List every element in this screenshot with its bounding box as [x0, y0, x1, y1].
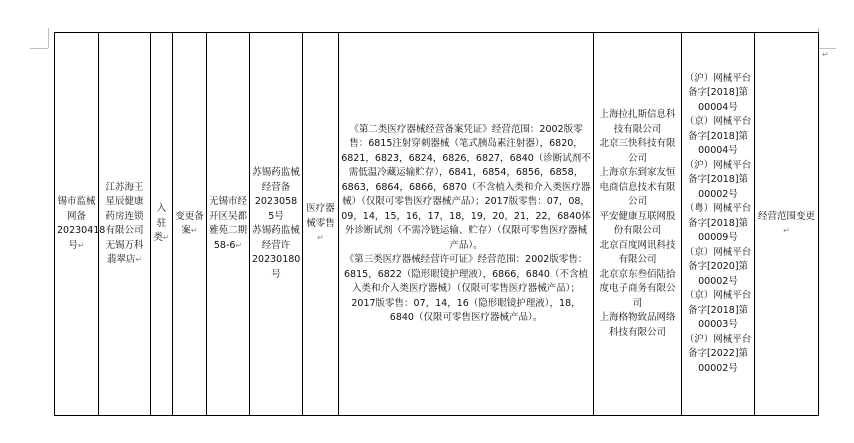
license-cell: [250, 33, 303, 416]
change-note: 经营范围变更: [757, 210, 815, 222]
company-cell: 江苏海王星辰健康药房连锁有限公司无锡万科翡翠店↵: [99, 33, 151, 416]
crop-mark-top-left: [30, 48, 48, 49]
platform-filing-number: （粤）网械平台备字[2018]第00009号: [684, 203, 752, 244]
record-number: 锡市监械网备20230418号: [57, 196, 106, 251]
category-cell: 医疗器械零售↵: [303, 33, 339, 416]
platform-filing-number: （沪）网械平台备字[2018]第00002号: [684, 159, 752, 200]
action-cell: 变更备案↵: [173, 33, 207, 416]
platform-filing-number: （沪）网械平台备字[2018]第00004号: [684, 72, 752, 113]
platform-cell: [594, 33, 682, 416]
scope-paragraph: 《第二类医疗器械经营备案凭证》经营范围：2002版零售：6815注射穿刺器械（笔式胰岛素注射器），6820，6821，6823，6824，6826，6827，6840（诊断试剂不需低温冷藏运输贮存），6841，6854，6856，6858，6863，6864，6866，6870（不含植入类和介入类医疗器械）（仅限可零售医疗器械产品）；2017版零售：07，08，09，14，15，16，17，18，19，20，21，22，6840体外诊断试剂（不需冷链运输、贮存）（仅限可零售医疗器械产品）。: [341, 123, 591, 251]
filing-table: [54, 32, 819, 416]
scope-cell: [339, 33, 594, 416]
business-category: 医疗器械零售: [306, 203, 335, 229]
company-name: 江苏海王星辰健康药房连锁有限公司无锡万科翡翠店: [105, 181, 144, 265]
platform-company: 平安健康互联网股份有限公司: [599, 210, 676, 236]
event-type-cell: 入驻类↵: [151, 33, 173, 416]
address-cell: 无锡市经开区吴都雅苑二期58-6↵: [207, 33, 250, 416]
change-note-cell: 经营范围变更↵: [755, 33, 819, 416]
platform-filing-number: （京）网械平台备字[2020]第00002号: [684, 246, 752, 287]
action-type: 变更备案: [175, 210, 204, 236]
platform-company: 上海京东到家友恒电商信息技术有限公司: [599, 167, 676, 207]
platform-company: 北京三快科技有限公司: [599, 138, 676, 164]
row-end-mark: ↵: [822, 50, 829, 59]
scope-paragraph: 《第三类医疗器械经营许可证》经营范围：2002版零售：6815，6822（隐形眼镜护理液），6866，6840（不含植入类和介入类医疗器械）（仅限可零售医疗器械产品）；2017版零售：07，14，16（隐形眼镜护理液），18，6840（仅限可零售医疗器械产品）。: [344, 254, 588, 323]
record-number-cell: 锡市监械网备20230418号↵: [55, 33, 99, 416]
event-type: 入驻类: [153, 203, 167, 244]
table-row: [55, 33, 819, 416]
platform-company: 北京京东叁佰陆拾度电子商务有限公司: [599, 268, 676, 309]
platform-filing-number: （京）网械平台备字[2018]第00004号: [684, 116, 752, 157]
crop-mark-left: [48, 28, 49, 48]
filing-cell: [682, 33, 755, 416]
address: 无锡市经开区吴都雅苑二期58-6: [209, 196, 248, 251]
platform-company: 上海拉扎斯信息科技有限公司: [599, 109, 676, 135]
platform-company: 上海格物致品网络科技有限公司: [599, 312, 676, 338]
crop-mark-top-right: [818, 48, 836, 49]
license-number: 苏锡药监械经营备2023058 5号: [252, 167, 300, 222]
platform-filing-number: （京）网械平台备字[2018]第00003号: [684, 290, 752, 331]
platform-filing-number: （沪）网械平台备字[2022]第00002号: [684, 333, 752, 374]
license-number: 苏锡药监械经营许20230180号: [252, 225, 301, 280]
platform-company: 北京百度网讯科技有限公司: [599, 239, 676, 265]
